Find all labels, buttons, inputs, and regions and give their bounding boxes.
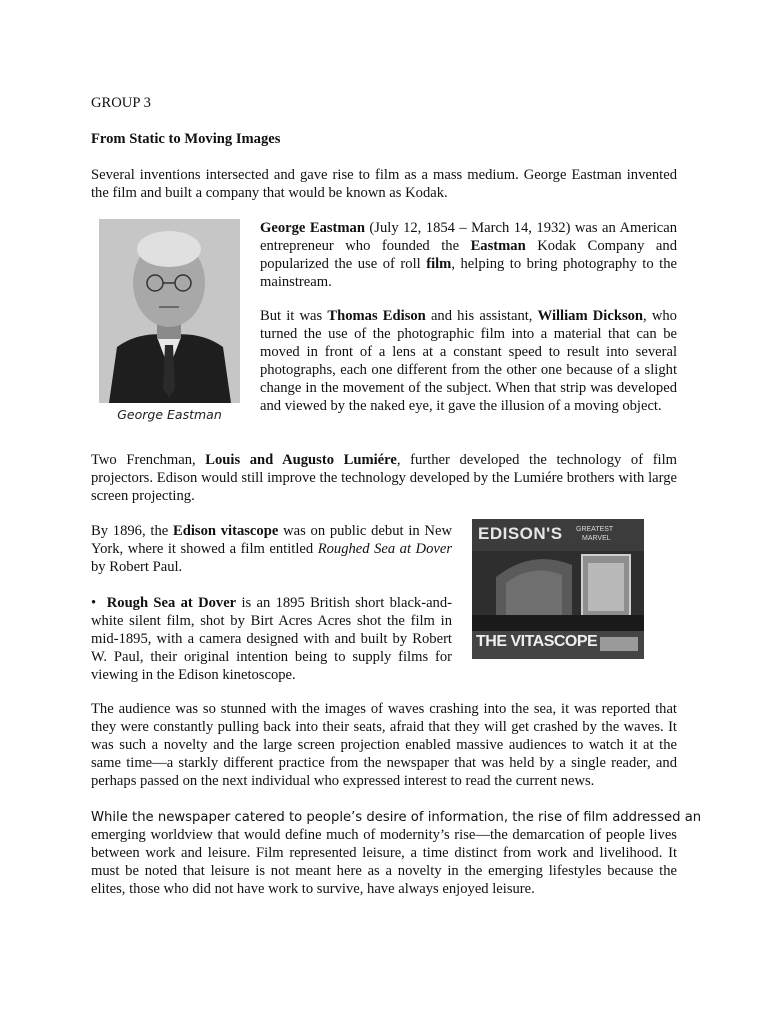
edison-dickson-paragraph: But it was Thomas Edison and his assistant, William Dickson, who turned the use of the photographic film into a material that can be moved in front of a lens at a constant speed to result into several photographs, each one different from the other one because of a slight change in the movement of the subject. When that strip was developed and viewed by the naked eye, it gave the illusion of a moving object.	[260, 308, 677, 414]
poster-bottom-text: THE VITASCOPE	[476, 633, 598, 650]
page-title: From Static to Moving Images	[91, 131, 281, 147]
closing-paragraph: emerging worldview that would define much of modernity’s rise—the demarcation of people lives between work and leisure. Film represented leisure, a time distinct from work and livelihood. It must be noted that leisure is not meant here as a novelty in the emerging lifestyles because the elites, those who did not have work to survive, have always enjoyed leisure.	[91, 827, 677, 897]
poster-sub-text-2: MARVEL	[582, 535, 611, 542]
poster-top-text: EDISON'S	[478, 524, 563, 543]
closing-paragraph-line1: While the newspaper catered to people’s desire of information, the rise of film addressed an	[91, 810, 702, 825]
rough-sea-bullet: • Rough Sea at Dover is an 1895 British short black-and-white silent film, shot by Birt Acres Acres shot the film in mid-1895, with a camera designed with and built by Robert W. Paul, their original intention being to supply films for viewing in the Edison kinetoscope.	[91, 595, 453, 683]
vitascope-paragraph: By 1896, the Edison vitascope was on public debut in New York, where it showed a film entitled Roughed Sea at Dover by Robert Paul.	[91, 523, 452, 575]
group-label: GROUP 3	[91, 95, 151, 111]
vitascope-poster	[472, 519, 644, 659]
photo-caption: George Eastman	[117, 407, 222, 422]
audience-paragraph: The audience was so stunned with the images of waves crashing into the sea, it was reported that they were constantly pulling back into their seats, afraid that they will get crashed by the waves. It was such a novelty and the large screen projection enabled massive audiences to watch it at the same time—a starkly different practice from the newspaper that was held by a single reader, and perhaps passed on the next individual who expressed interest to read the current news.	[91, 701, 677, 789]
poster-sub-text-1: GREATEST	[576, 526, 614, 533]
lumiere-paragraph: Two Frenchman, Louis and Augusto Lumiére, further developed the technology of film projectors. Edison would still improve the technology developed by the Lumiére brothers with large screen projecting.	[91, 452, 678, 504]
eastman-paragraph: George Eastman (July 12, 1854 – March 14, 1932) was an American entrepreneur who founded the Eastman Kodak Company and popularized the use of roll film, helping to bring photography to the mainstream.	[260, 220, 677, 290]
george-eastman-photo	[99, 219, 240, 403]
portrait-illustration	[99, 219, 240, 403]
eastman-name: George Eastman	[260, 220, 365, 236]
intro-paragraph: Several inventions intersected and gave rise to film as a mass medium. George Eastman invented the film and built a company that would be known as Kodak.	[91, 167, 677, 201]
